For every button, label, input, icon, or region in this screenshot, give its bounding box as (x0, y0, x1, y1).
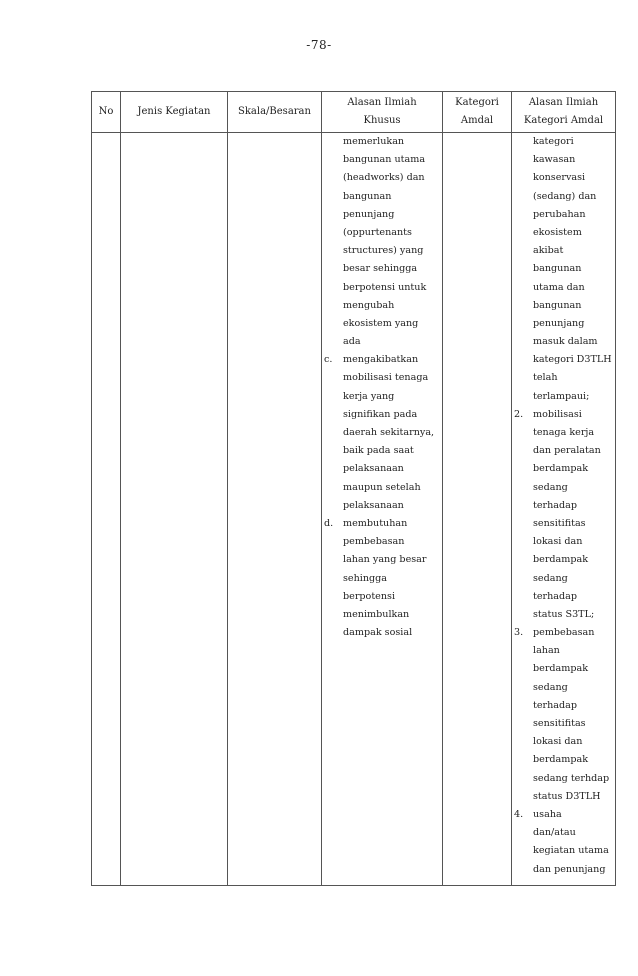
line-text: (sedang) dan (533, 190, 597, 202)
header-kategori-line-2: Amdal (460, 115, 494, 126)
text-line (322, 388, 442, 406)
line-text: signifikan pada (343, 408, 418, 420)
line-text: kategori (533, 136, 574, 147)
text-line (512, 442, 615, 460)
text-line (512, 551, 615, 569)
text-line (322, 169, 442, 187)
line-text: besar sehingga (343, 263, 418, 275)
text-line (512, 351, 615, 369)
line-text: mengakibatkan (343, 354, 419, 366)
text-line (322, 533, 442, 551)
text-line (512, 733, 615, 751)
line-text: terlampaui; (533, 390, 590, 402)
header-alasan-khusus-line-1: Alasan Ilmiah (347, 97, 417, 108)
line-text: pembebasan (533, 627, 595, 639)
line-text: akibat (533, 245, 564, 257)
line-text: terhadap (533, 699, 578, 711)
line-text: berdampak (533, 554, 589, 566)
line-text: pelaksanaan (343, 463, 404, 475)
header-alasan-kategori-line-2: Kategori Amdal (523, 115, 604, 126)
amdal-table (91, 91, 616, 886)
text-line (322, 260, 442, 278)
text-line (322, 606, 442, 624)
line-text: sensitifitas (533, 718, 586, 729)
line-text: tenaga kerja (533, 427, 595, 438)
line-text: berdampak (533, 463, 589, 475)
text-line (322, 460, 442, 478)
text-line (512, 424, 615, 442)
text-line (512, 751, 615, 769)
header-alasan-ilmiah-kategori (512, 92, 616, 133)
text-line (512, 842, 615, 860)
text-line (512, 788, 615, 806)
line-text: usaha (533, 808, 562, 820)
text-line (512, 861, 615, 879)
line-text: kerja yang (343, 390, 395, 402)
text-line (512, 460, 615, 478)
text-line (322, 588, 442, 606)
line-text: memerlukan (343, 136, 405, 147)
text-line (512, 479, 615, 497)
alasan-khusus-list (322, 133, 442, 642)
text-line (322, 515, 442, 533)
text-line (512, 642, 615, 660)
line-text: sedang (533, 481, 568, 493)
list-marker: d. (324, 517, 334, 529)
line-text: dan penunjang (533, 863, 606, 875)
line-text: mobilisasi (533, 408, 582, 420)
line-text: pelaksanaan (343, 499, 404, 511)
text-line (322, 333, 442, 351)
line-text: utama dan (533, 281, 585, 293)
line-text: dan peralatan (533, 445, 601, 457)
text-line (322, 188, 442, 206)
text-line (322, 351, 442, 369)
line-text: penunjang (343, 208, 395, 220)
line-text: berdampak (533, 663, 589, 675)
line-text: daerah sekitarnya, (343, 427, 435, 438)
text-line (512, 715, 615, 733)
text-line (512, 133, 615, 151)
line-text: sensitifitas (533, 517, 586, 529)
list-marker: c. (324, 354, 333, 366)
line-text: lahan yang besar (343, 554, 427, 566)
text-line (322, 479, 442, 497)
alasan-kategori-list (512, 133, 615, 879)
line-text: (oppurtenants (343, 226, 412, 238)
text-line (512, 242, 615, 260)
text-line (322, 624, 442, 642)
text-line (322, 442, 442, 460)
line-text: baik pada saat (343, 445, 414, 457)
text-line (512, 188, 615, 206)
line-text: mobilisasi tenaga (343, 372, 429, 384)
line-text: pembebasan (343, 536, 405, 548)
line-text: bangunan utama (343, 154, 426, 166)
table-row (92, 133, 616, 886)
line-text: kategori D3TLH (533, 354, 612, 366)
line-text: sedang (533, 681, 568, 693)
text-line (322, 242, 442, 260)
line-text: dan/atau (533, 827, 576, 839)
line-text: structures) yang (343, 245, 424, 257)
text-line (512, 406, 615, 424)
text-line (512, 497, 615, 515)
cell-skala-besaran (228, 133, 322, 886)
line-text: berpotensi untuk (343, 281, 427, 293)
text-line (512, 533, 615, 551)
line-text: sedang terhdap (533, 772, 610, 784)
line-text: perubahan (533, 208, 586, 220)
text-line (512, 297, 615, 315)
line-text: bangunan (533, 263, 582, 275)
cell-alasan-ilmiah-khusus (322, 133, 443, 886)
text-line (322, 570, 442, 588)
cell-alasan-ilmiah-kategori (512, 133, 616, 886)
text-line (322, 224, 442, 242)
text-line (512, 260, 615, 278)
text-line (512, 624, 615, 642)
text-line (322, 369, 442, 387)
line-text: membutuhan (343, 517, 408, 529)
line-text: lahan (533, 645, 560, 657)
text-line (512, 279, 615, 297)
line-text: ekosistem yang (343, 317, 419, 329)
text-line (512, 369, 615, 387)
header-jenis-kegiatan: Jenis Kegiatan (121, 92, 228, 133)
header-alasan-ilmiah-khusus (322, 92, 443, 133)
text-line (512, 806, 615, 824)
header-row (92, 92, 616, 133)
line-text: terhadap (533, 590, 578, 602)
cell-kategori-amdal (443, 133, 512, 886)
text-line (322, 133, 442, 151)
line-text: terhadap (533, 499, 578, 511)
text-line (512, 660, 615, 678)
text-line (512, 206, 615, 224)
cell-jenis-kegiatan (121, 133, 228, 886)
line-text: konservasi (533, 172, 586, 184)
line-text: telah (533, 372, 558, 384)
line-text: bangunan (533, 299, 582, 311)
header-alasan-khusus-line-2: Khusus (363, 115, 401, 126)
text-line (512, 588, 615, 606)
line-text: kegiatan utama (533, 845, 609, 857)
line-text: masuk dalam (533, 336, 598, 348)
text-line (512, 606, 615, 624)
line-text: ada (343, 336, 361, 348)
text-line (512, 515, 615, 533)
line-text: penunjang (533, 317, 585, 329)
line-text: ekosistem (533, 226, 582, 238)
text-line (512, 388, 615, 406)
header-skala-besaran: Skala/Besaran (228, 92, 322, 133)
line-text: berpotensi (343, 590, 396, 602)
text-line (322, 497, 442, 515)
line-text: dampak sosial (343, 627, 413, 639)
text-line (512, 770, 615, 788)
line-text: bangunan (343, 190, 392, 202)
text-line (322, 315, 442, 333)
text-line (512, 315, 615, 333)
line-text: kawasan (533, 154, 576, 166)
line-text: (headworks) dan (343, 172, 425, 184)
text-line (512, 824, 615, 842)
text-line (322, 424, 442, 442)
cell-no (92, 133, 121, 886)
text-line (322, 151, 442, 169)
text-line (512, 697, 615, 715)
text-line (322, 297, 442, 315)
header-kategori-amdal (443, 92, 512, 133)
line-text: sedang (533, 572, 568, 584)
header-kategori-line-1: Kategori (455, 97, 499, 108)
page-number: -78- (306, 38, 332, 52)
text-line (512, 151, 615, 169)
text-line (512, 333, 615, 351)
text-line (322, 551, 442, 569)
list-marker: 4. (514, 808, 524, 820)
text-line (322, 206, 442, 224)
line-text: menimbulkan (343, 608, 410, 620)
line-text: lokasi dan (533, 736, 583, 748)
header-no: No (92, 92, 121, 133)
text-line (512, 679, 615, 697)
header-alasan-kategori-line-1: Alasan Ilmiah (528, 97, 599, 108)
line-text: maupun setelah (343, 481, 421, 493)
text-line (512, 224, 615, 242)
line-text: berdampak (533, 754, 589, 766)
list-marker: 3. (514, 627, 524, 639)
line-text: lokasi dan (533, 536, 583, 548)
line-text: sehingga (343, 572, 388, 584)
text-line (322, 406, 442, 424)
line-text: status D3TLH (533, 790, 601, 802)
text-line (512, 570, 615, 588)
text-line (512, 169, 615, 187)
text-line (322, 279, 442, 297)
line-text: status S3TL; (533, 608, 595, 620)
list-marker: 2. (514, 408, 524, 420)
line-text: mengubah (343, 299, 395, 311)
